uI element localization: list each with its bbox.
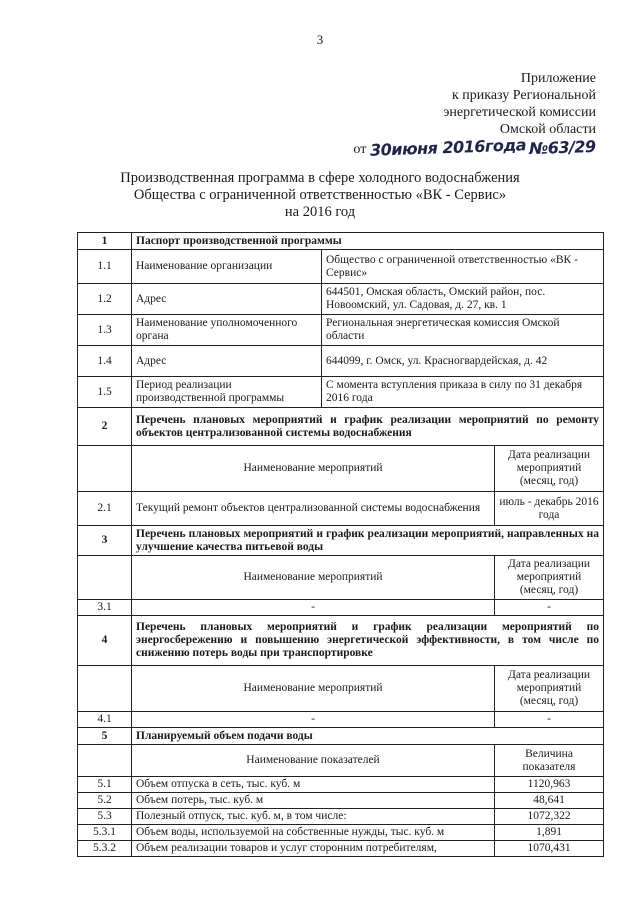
document-title bbox=[0, 170, 640, 221]
table-row bbox=[78, 315, 604, 346]
row-date: июль - декабрь 2016 года bbox=[495, 492, 604, 526]
table-row bbox=[78, 284, 604, 315]
column-header-value: Величина показателя bbox=[495, 745, 604, 777]
section-number: 1 bbox=[78, 233, 132, 250]
section-header-row bbox=[78, 408, 604, 446]
column-header-name: Наименование мероприятий bbox=[132, 666, 495, 712]
section-title: Перечень плановых мероприятий и график реализации мероприятий по энергосбережению и повышению энергетической эффективности, в том числе по снижению потерь воды при транспортировке bbox=[132, 616, 604, 666]
row-date: - bbox=[495, 600, 604, 616]
section-title: Планируемый объем подачи воды bbox=[132, 728, 604, 745]
row-label: Адрес bbox=[132, 346, 322, 377]
row-date: - bbox=[495, 712, 604, 728]
section-header-row bbox=[78, 616, 604, 666]
row-value: Региональная энергетическая комиссия Омской области bbox=[322, 315, 604, 346]
title-line: на 2016 год bbox=[284, 204, 356, 220]
row-number: 1.3 bbox=[78, 315, 132, 346]
order-line bbox=[353, 135, 597, 160]
page-number: 3 bbox=[316, 32, 324, 47]
row-number: 3.1 bbox=[78, 600, 132, 616]
row-label: Адрес bbox=[132, 284, 322, 315]
empty-cell bbox=[78, 666, 132, 712]
section-title: Паспорт производственной программы bbox=[132, 233, 604, 250]
handwritten-number: №63/29 bbox=[529, 136, 597, 159]
row-label: Период реализации производственной программы bbox=[132, 377, 322, 408]
row-name: Текущий ремонт объектов централизованной системы водоснабжения bbox=[132, 492, 495, 526]
section-title: Перечень плановых мероприятий и график реализации мероприятий, направленных на улучшение качества питьевой воды bbox=[132, 526, 604, 556]
row-value: 48,641 bbox=[495, 793, 604, 809]
row-value: С момента вступления приказа в силу по 31 декабря 2016 года bbox=[322, 377, 604, 408]
row-number: 4.1 bbox=[78, 712, 132, 728]
row-value: 644099, г. Омск, ул. Красногвардейская, д. 42 bbox=[322, 346, 604, 377]
section-number: 3 bbox=[78, 526, 132, 556]
row-name: Объем воды, используемой на собственные нужды, тыс. куб. м bbox=[132, 825, 495, 841]
appendix-line: Омской области bbox=[499, 122, 596, 137]
row-label: Наименование уполномоченного органа bbox=[132, 315, 322, 346]
appendix-line: энергетической комиссии bbox=[443, 105, 596, 120]
row-value: 1072,322 bbox=[495, 809, 604, 825]
empty-cell bbox=[78, 745, 132, 777]
row-name: - bbox=[132, 712, 495, 728]
section-header-row bbox=[78, 728, 604, 745]
table-row bbox=[78, 809, 604, 825]
row-number: 1.4 bbox=[78, 346, 132, 377]
column-header-name: Наименование мероприятий bbox=[132, 556, 495, 600]
row-number: 1.5 bbox=[78, 377, 132, 408]
table-row bbox=[78, 377, 604, 408]
table-row bbox=[78, 250, 604, 284]
empty-cell bbox=[78, 446, 132, 492]
column-header-date: Дата реализации мероприятий (месяц, год) bbox=[495, 556, 604, 600]
row-name: Объем отпуска в сеть, тыс. куб. м bbox=[132, 777, 495, 793]
section-number: 4 bbox=[78, 616, 132, 666]
row-value: 1120,963 bbox=[495, 777, 604, 793]
row-name: Объем потерь, тыс. куб. м bbox=[132, 793, 495, 809]
column-header-date: Дата реализации мероприятий (месяц, год) bbox=[495, 666, 604, 712]
row-number: 5.3.1 bbox=[78, 825, 132, 841]
section-title: Перечень плановых мероприятий и график реализации мероприятий по ремонту объектов централизованной системы водоснабжения bbox=[132, 408, 604, 446]
column-header-name: Наименование показателей bbox=[132, 745, 495, 777]
row-number: 5.3.2 bbox=[78, 841, 132, 857]
row-number: 1.1 bbox=[78, 250, 132, 284]
appendix-line: Приложение bbox=[520, 71, 596, 86]
column-header-row bbox=[78, 556, 604, 600]
table-row bbox=[78, 492, 604, 526]
section-header-row bbox=[78, 233, 604, 250]
row-value: 644501, Омская область, Омский район, пос. Новоомский, ул. Садовая, д. 27, кв. 1 bbox=[322, 284, 604, 315]
order-prefix: от bbox=[353, 142, 367, 157]
row-label: Наименование организации bbox=[132, 250, 322, 284]
row-value: Общество с ограниченной ответственностью «ВК - Сервис» bbox=[322, 250, 604, 284]
section-number: 5 bbox=[78, 728, 132, 745]
title-line: Общества с ограниченной ответственностью «ВК - Сервис» bbox=[133, 187, 507, 203]
table-row bbox=[78, 777, 604, 793]
title-line: Производственная программа в сфере холодного водоснабжения bbox=[120, 170, 520, 186]
program-table bbox=[77, 232, 604, 857]
table-row bbox=[78, 841, 604, 857]
row-number: 5.1 bbox=[78, 777, 132, 793]
row-value: 1070,431 bbox=[495, 841, 604, 857]
row-number: 5.3 bbox=[78, 809, 132, 825]
table-row bbox=[78, 600, 604, 616]
column-header-date: Дата реализации мероприятий (месяц, год) bbox=[495, 446, 604, 492]
handwritten-date: 30июня 2016года bbox=[369, 135, 527, 160]
empty-cell bbox=[78, 556, 132, 600]
column-header-row bbox=[78, 745, 604, 777]
row-value: 1,891 bbox=[495, 825, 604, 841]
table-row bbox=[78, 825, 604, 841]
appendix-header bbox=[353, 70, 596, 158]
column-header-row bbox=[78, 666, 604, 712]
row-number: 5.2 bbox=[78, 793, 132, 809]
column-header-row bbox=[78, 446, 604, 492]
row-name: Полезный отпуск, тыс. куб. м, в том числе: bbox=[132, 809, 495, 825]
section-header-row bbox=[78, 526, 604, 556]
row-number: 2.1 bbox=[78, 492, 132, 526]
table-row bbox=[78, 793, 604, 809]
table-row bbox=[78, 346, 604, 377]
row-number: 1.2 bbox=[78, 284, 132, 315]
section-number: 2 bbox=[78, 408, 132, 446]
row-name: - bbox=[132, 600, 495, 616]
column-header-name: Наименование мероприятий bbox=[132, 446, 495, 492]
appendix-line: к приказу Региональной bbox=[451, 88, 596, 103]
table-row bbox=[78, 712, 604, 728]
row-name: Объем реализации товаров и услуг сторонним потребителям, bbox=[132, 841, 495, 857]
